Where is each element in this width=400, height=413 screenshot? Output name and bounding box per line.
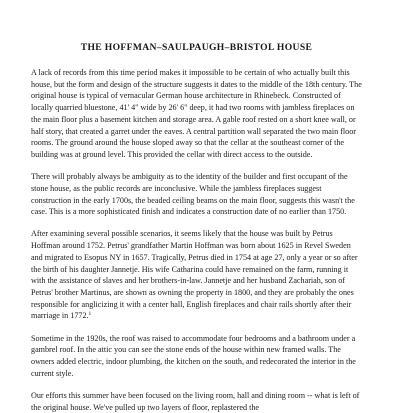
document-title: THE HOFFMAN–SAULPAUGH–BRISTOL HOUSE — [80, 42, 313, 53]
paragraph-1920s-renovation — [31, 333, 362, 380]
paragraph-summer-work — [31, 390, 362, 413]
paragraph-text: There will probably always be ambiguity as to the identity of the builder and first occupant of the stone house, as the public records are inconclusive. While the jambless fireplaces suggest construction in the early 1700s, the beaded ceiling beams on the main floor, suggests this wasn't the case. This is a more sophisticated finish and indicates a construction date of no earlier than 1750. — [31, 172, 355, 217]
paragraph-original-house — [31, 67, 362, 161]
paragraph-text: A lack of records from this time period makes it impossible to be certain of who actually built this house, but the form and design of the structure suggests it dates to the middle of the 18th century. The original house is typical of vernacular German house architecture in Rhinebeck. Constructed of locally quarried bluestone, 41' 4" wide by 26' 6" deep, it had two rooms with jambless fireplaces on the main floor plus a basement kitchen and storage area. A gable roof rested on a short knee wall, or half story, that created a garret under the eaves. A central partition wall separated the two main floor rooms. The ground around the house sloped away so that the cellar at the southeast corner of the building was at ground level. This provided the cellar with direct access to the outside. — [31, 68, 362, 159]
paragraph-text: After examining several possible scenarios, it seems likely that the house was built by Petrus Hoffman around 1752. Petrus' grandfather Martin Hoffman was born about 1625 in Revel Sweden and migrated to Esopus NY in 1657. Tragically, Petrus died in 1754 at age 27, only a year or so after the birth of his daughter Jannetje. His wife Catharina could have remained on the farm, running it with the assistance of slaves and her brothers-in-law. Jannetje and her husband Zachariah, son of Petrus' brother Martinus, are shown as owning the property in 1800, and they are probably the ones responsible for anglicizing it with a center hall, English fireplaces and chair rails shortly after their marriage in 1772. — [31, 229, 358, 321]
paragraph-text: Sometime in the 1920s, the roof was raised to accommodate four bedrooms and a bathroom under a gambrel roof. In the attic you can see the stone ends of the house within new framed walls. The owners added electric, indoor plumbing, the kitchen on the south, and redecorated the interior in the current style. — [31, 333, 356, 378]
footnote-marker: 1 — [88, 311, 92, 318]
paragraph-builder-ambiguity — [31, 171, 362, 218]
paragraph-hoffman-history — [31, 228, 362, 322]
paragraph-text: Our efforts this summer have been focused on the living room, hall and dining room -- what is left of the original house. We've pulled up two layers of floor, replastered the — [31, 390, 360, 412]
